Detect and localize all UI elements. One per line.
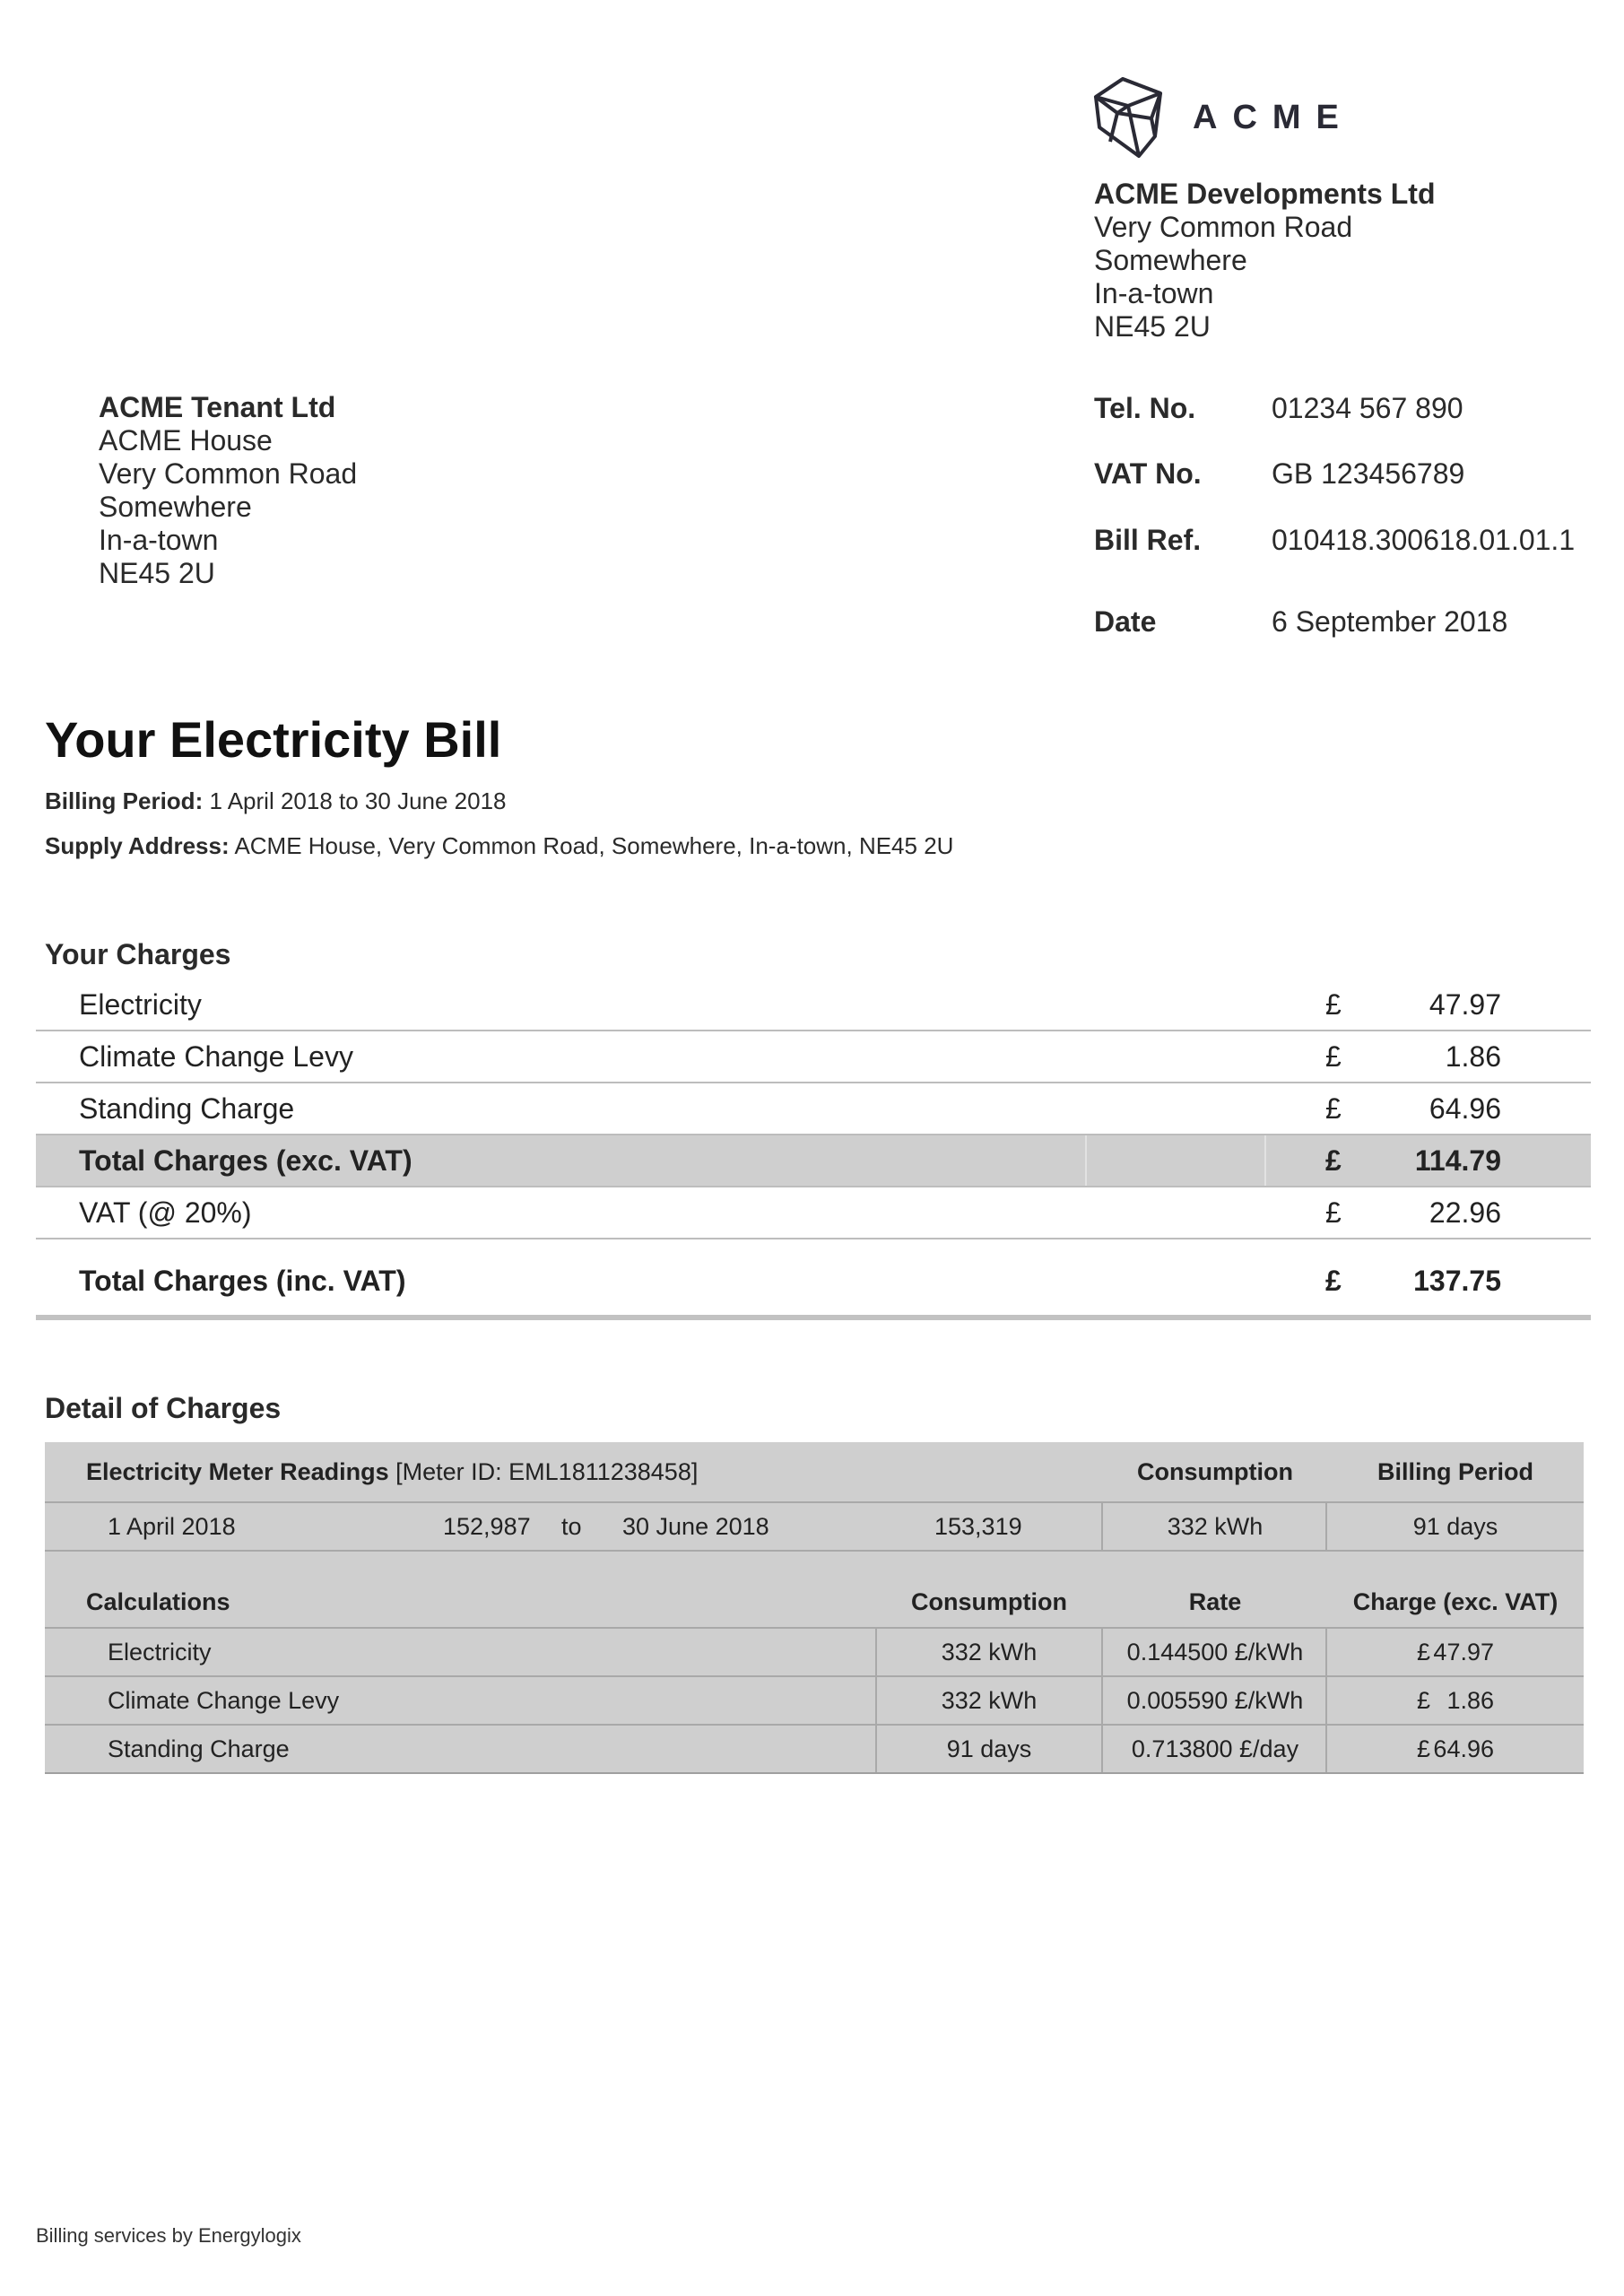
calc-rate-header: Rate: [1188, 1587, 1242, 1615]
calc-consumption: 332 kWh: [941, 1638, 1038, 1665]
meter-id: [Meter ID: EML1811238458]: [395, 1457, 699, 1485]
sender-line: Very Common Road: [1094, 211, 1353, 243]
calc-label: Climate Change Levy: [108, 1686, 340, 1714]
subtotal-row: [36, 1135, 1591, 1187]
meter-reading-row: [45, 1501, 1584, 1550]
calc-row: [45, 1627, 1584, 1675]
sender-line: In-a-town: [1094, 277, 1214, 309]
recipient-line: ACME House: [99, 424, 273, 457]
consumption-header: Consumption: [1137, 1457, 1293, 1485]
charge-amount: 47.97: [1429, 988, 1501, 1021]
recipient-line: In-a-town: [99, 524, 219, 556]
calc-currency: £: [1417, 1735, 1431, 1762]
calc-charge: 47.97: [1433, 1638, 1494, 1665]
calc-label: Electricity: [108, 1638, 212, 1665]
calc-charge-header: Charge (exc. VAT): [1352, 1587, 1559, 1615]
billing-period-value: 1 April 2018 to 30 June 2018: [209, 787, 507, 814]
charge-label: Climate Change Levy: [79, 1040, 353, 1073]
charge-row: [36, 979, 1591, 1031]
calc-row: [45, 1724, 1584, 1772]
to-label: to: [561, 1512, 582, 1540]
recipient-address: [99, 391, 357, 590]
supply-address-value: ACME House, Very Common Road, Somewhere, In-a-town, NE45 2U: [234, 832, 954, 859]
currency-symbol: £: [1325, 988, 1342, 1021]
calc-consumption: 91 days: [946, 1735, 1032, 1762]
recipient-name: ACME Tenant Ltd: [99, 391, 336, 423]
detail-table: [45, 1442, 1584, 1774]
meta-value: GB 123456789: [1272, 457, 1465, 490]
meter-title: Electricity Meter Readings: [86, 1457, 389, 1485]
meta-value: 6 September 2018: [1272, 605, 1508, 638]
currency-symbol: £: [1325, 1144, 1342, 1177]
end-date: 30 June 2018: [622, 1512, 769, 1540]
calc-rate: 0.144500 £/kWh: [1126, 1638, 1304, 1665]
recipient-line: Very Common Road: [99, 457, 358, 490]
charge-label: Electricity: [79, 988, 202, 1021]
charge-label: Total Charges (exc. VAT): [79, 1144, 413, 1177]
column-divider: [1085, 1135, 1087, 1186]
page-title: Your Electricity Bill: [45, 711, 502, 768]
sender-line: Somewhere: [1094, 244, 1247, 276]
supply-address-label: Supply Address:: [45, 832, 230, 859]
charges-table: [36, 979, 1591, 1320]
currency-symbol: £: [1325, 1092, 1342, 1125]
meta-vat: [1094, 457, 1464, 491]
charge-amount: 1.86: [1445, 1040, 1501, 1073]
recipient-line: Somewhere: [99, 491, 252, 523]
meter-header: [45, 1442, 1584, 1501]
charge-label: VAT (@ 20%): [79, 1196, 252, 1229]
calc-row: [45, 1675, 1584, 1724]
sender-name: ACME Developments Ltd: [1094, 178, 1436, 210]
charges-heading: Your Charges: [45, 938, 231, 970]
meta-value: 010418.300618.01.01.1: [1272, 524, 1576, 556]
logo-text: ACME: [1193, 98, 1354, 136]
sender-line: NE45 2U: [1094, 310, 1211, 343]
charge-amount: 137.75: [1413, 1265, 1501, 1297]
supply-address: [45, 832, 953, 860]
charge-label: Total Charges (inc. VAT): [79, 1265, 406, 1297]
calc-charge: 1.86: [1446, 1686, 1494, 1714]
end-reading: 153,319: [934, 1512, 1022, 1540]
meta-label: Tel. No.: [1094, 392, 1196, 424]
calc-charge: 64.96: [1433, 1735, 1494, 1762]
calc-label: Standing Charge: [108, 1735, 290, 1762]
billing-period: [45, 787, 507, 815]
calc-currency: £: [1417, 1686, 1431, 1714]
currency-symbol: £: [1325, 1196, 1342, 1229]
calc-currency: £: [1417, 1638, 1431, 1665]
grand-total-row: [36, 1239, 1591, 1320]
billing-period-label: Billing Period:: [45, 787, 204, 814]
table-spacer: [45, 1550, 1584, 1577]
meter-consumption: 332 kWh: [1167, 1512, 1264, 1540]
meta-bill-ref: [1094, 524, 1575, 557]
meta-label: Bill Ref.: [1094, 524, 1202, 556]
company-logo: [1092, 75, 1354, 160]
meter-period: 91 days: [1412, 1512, 1498, 1540]
billing-period-header: Billing Period: [1376, 1457, 1533, 1485]
detail-heading: Detail of Charges: [45, 1392, 282, 1424]
calculations-title: Calculations: [86, 1587, 230, 1615]
cube-icon: [1092, 75, 1166, 160]
start-date: 1 April 2018: [108, 1512, 236, 1540]
charge-amount: 64.96: [1429, 1092, 1501, 1125]
currency-symbol: £: [1325, 1265, 1342, 1297]
meta-tel: [1094, 392, 1463, 425]
start-reading: 152,987: [443, 1512, 531, 1540]
calculations-header: [45, 1577, 1584, 1627]
calc-consumption: 332 kWh: [941, 1686, 1038, 1714]
meta-value: 01234 567 890: [1272, 392, 1463, 424]
vat-row: [36, 1187, 1591, 1239]
currency-symbol: £: [1325, 1040, 1342, 1073]
recipient-line: NE45 2U: [99, 557, 215, 589]
charge-row: [36, 1083, 1591, 1135]
meta-date: [1094, 605, 1507, 639]
meter-title-cell: [86, 1442, 698, 1501]
charge-amount: 114.79: [1414, 1144, 1501, 1177]
meta-label: VAT No.: [1094, 457, 1202, 490]
calc-consumption-header: Consumption: [911, 1587, 1067, 1615]
calc-rate: 0.005590 £/kWh: [1126, 1686, 1304, 1714]
sender-address: [1094, 178, 1435, 344]
calc-rate: 0.713800 £/day: [1131, 1735, 1299, 1762]
column-divider: [1264, 1135, 1266, 1186]
meta-label: Date: [1094, 605, 1157, 638]
charge-label: Standing Charge: [79, 1092, 295, 1125]
charge-row: [36, 1031, 1591, 1083]
charge-amount: 22.96: [1429, 1196, 1501, 1229]
footer-text: Billing services by Energylogix: [36, 2224, 301, 2247]
